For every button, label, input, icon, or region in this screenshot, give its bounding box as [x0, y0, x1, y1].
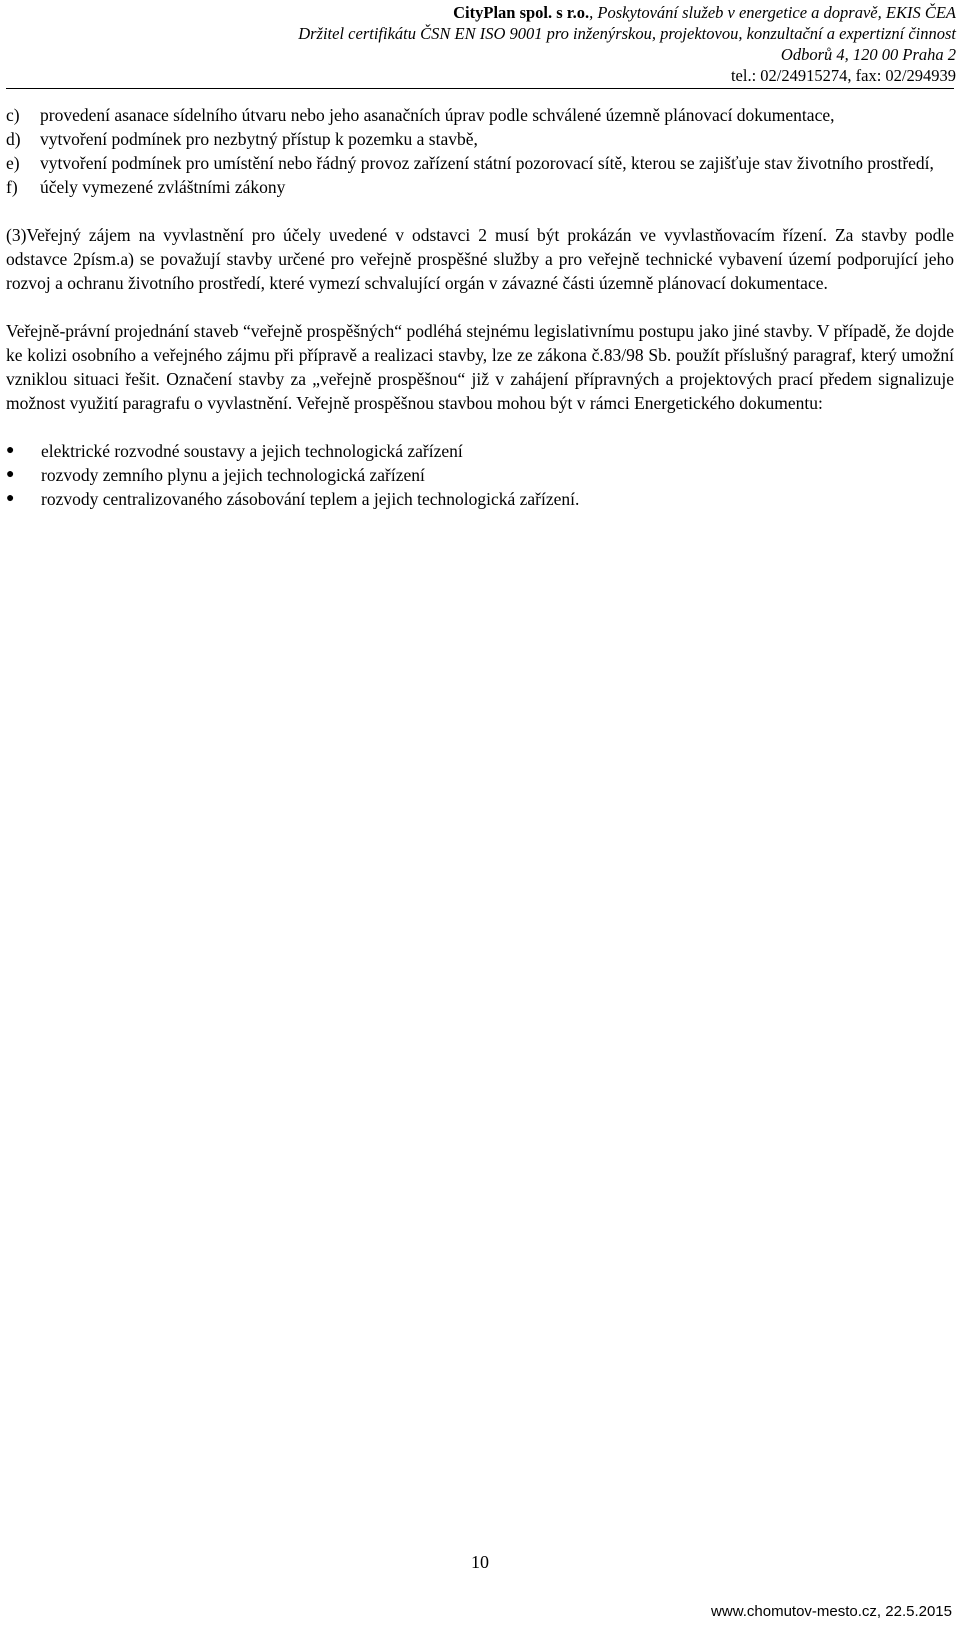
list-marker: e)	[6, 153, 20, 173]
list-text: vytvoření podmínek pro nezbytný přístup k pozemku a stavbě,	[40, 129, 478, 149]
bullet-text: rozvody centralizovaného zásobování teplem a jejich technologická zařízení.	[41, 489, 580, 509]
document-body	[6, 103, 954, 511]
bullet-item	[6, 487, 954, 511]
phone-line: tel.: 02/24915274, fax: 02/294939	[730, 66, 956, 85]
spacer	[6, 199, 954, 223]
list-item-d	[6, 127, 954, 151]
list-marker: c)	[6, 105, 20, 125]
bullet-icon: ●	[6, 467, 15, 482]
company-name: CityPlan spol. s r.o.	[453, 3, 590, 22]
header-line-1	[298, 2, 956, 23]
bullet-item	[6, 463, 954, 487]
footer-source: www.chomutov-mesto.cz, 22.5.2015	[711, 1603, 952, 1620]
list-text: účely vymezené zvláštními zákony	[40, 177, 286, 197]
bullet-text: elektrické rozvodné soustavy a jejich technologická zařízení	[41, 441, 463, 461]
page-number: 10	[471, 1552, 489, 1572]
bullet-text: rozvody zemního plynu a jejich technologická zařízení	[41, 465, 425, 485]
list-item-f	[6, 175, 954, 199]
bullet-item	[6, 439, 954, 463]
paragraph-public-projects: Veřejně-právní projednání staveb “veřejně prospěšných“ podléhá stejnému legislativnímu postupu jako jiné stavby. V případě, že dojde ke kolizi osobního a veřejného zájmu při přípravě a realizaci stavby, lze ze zákona č.83/98 Sb. použít příslušný paragraf, který umožní vzniklou situaci řešit. Označení stavby za „veřejně prospěšnou“ již v zahájení přípravných a projektových prací předem signalizuje možnost využití paragrafu o vyvlastnění. Veřejně prospěšnou stavbou mohou být v rámci Energetického dokumentu:	[6, 321, 954, 413]
company-services: , Poskytování služeb v energetice a dopravě, EKIS ČEA	[589, 3, 956, 22]
page-header	[298, 2, 956, 86]
list-marker: d)	[6, 129, 21, 149]
address-line: Odborů 4, 120 00 Praha 2	[780, 45, 956, 64]
list-item-e	[6, 151, 954, 175]
paragraph-public-interest: (3)Veřejný zájem na vyvlastnění pro účely uvedené v odstavci 2 musí být prokázán ve vyvlastňovacím řízení. Za stavby podle odstavce 2písm.a) se považují stavby určené pro veřejně prospěšné služby a pro veřejně technické vybavení území podporující jeho rozvoj a ochranu životního prostředí, které vymezí schvalující orgán v závazné části územně plánovací dokumentace.	[6, 225, 954, 293]
bullet-icon: ●	[6, 491, 15, 506]
bullet-list	[6, 439, 954, 511]
certificate-line: Držitel certifikátu ČSN EN ISO 9001 pro inženýrskou, projektovou, konzultační a expertizní činnost	[298, 24, 956, 43]
list-item-c	[6, 103, 954, 127]
list-text: vytvoření podmínek pro umístění nebo řádný provoz zařízení státní pozorovací sítě, kterou se zajišťuje stav životního prostředí,	[40, 153, 934, 173]
list-text: provedení asanace sídelního útvaru nebo jeho asanačních úprav podle schválené územně plánovací dokumentace,	[40, 105, 835, 125]
header-divider	[6, 88, 954, 89]
list-marker: f)	[6, 177, 18, 197]
bullet-icon: ●	[6, 443, 15, 458]
spacer	[6, 295, 954, 319]
